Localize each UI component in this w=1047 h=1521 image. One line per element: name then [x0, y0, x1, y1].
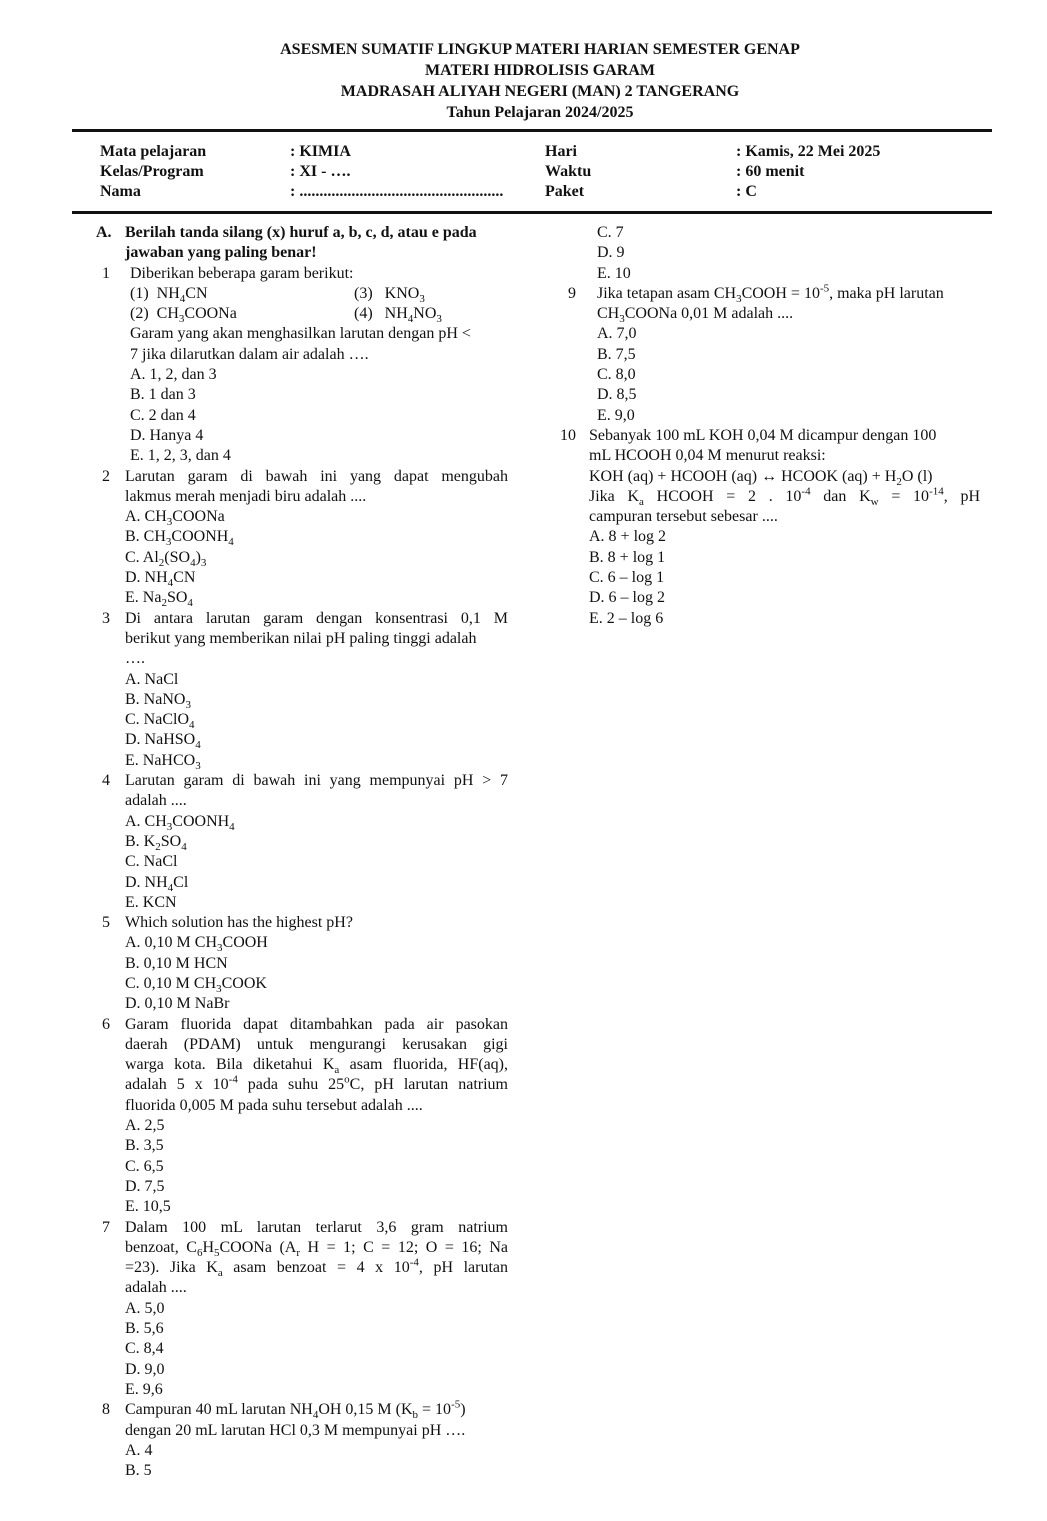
section-line-1: Berilah tanda silang (x) huruf a, b, c, d, atau e pada [125, 224, 477, 241]
question-text: Larutan garam di bawah ini yang mempunyai pH > 7 [125, 772, 508, 790]
question-text: Jika tetapan asam $CH_3COOH = 10^{-5}$, maka pH larutan [597, 282, 944, 306]
value-kelas: : XI - …. [290, 163, 351, 180]
exam-header [0, 39, 1047, 123]
question-text: adalah 5 x $10^{-4}$ pada suhu 25$^o$C, pH larutan natrium [125, 1074, 508, 1094]
option-e[interactable]: E. 1, 2, 3, dan 4 [130, 447, 231, 465]
header-subject: MATERI HIDROLISIS GARAM [425, 62, 655, 79]
question-text: Sebanyak 100 mL KOH 0,04 M dicampur dengan 100 [589, 426, 937, 444]
question-9 [568, 284, 980, 426]
question-number: 8 [102, 1401, 110, 1419]
option-e[interactable]: E. NaHCO$_3$ [125, 751, 201, 772]
question-text: lakmus merah menjadi biru adalah .... [125, 487, 367, 505]
header-school: MADRASAH ALIYAH NEGERI (MAN) 2 TANGERANG [340, 83, 740, 100]
question-text: Jika $K_a$ HCOOH = 2 . $10^{-4}$ dan $K_w = 10^{-14}$, pH [589, 485, 980, 509]
option-e[interactable]: E. KCN [125, 893, 177, 911]
option-b[interactable]: B. 5 [125, 1462, 152, 1480]
question-number: 6 [102, 1015, 110, 1033]
question-text: benzoat, $C_6H_5COONa$ ($A_r$ H = 1; C = 12; O = 16; Na [125, 1238, 509, 1260]
option-c[interactable]: C. 6,5 [125, 1157, 164, 1175]
option-c[interactable]: C. 8,0 [597, 366, 636, 384]
option-a[interactable]: A. 2,5 [125, 1117, 165, 1135]
info-left-values [290, 142, 503, 202]
question-text: Campuran 40 mL larutan $NH_4OH$ 0,15 M $(K_b = 10^{-5})$ [125, 1398, 466, 1422]
question-text: Di antara larutan garam dengan konsentrasi 0,1 M [125, 609, 508, 627]
question-number: 9 [568, 284, 576, 302]
question-stem: Diberikan beberapa garam berikut: [130, 264, 354, 282]
question-6 [102, 1015, 508, 1218]
option-b[interactable]: B. 7,5 [597, 345, 636, 363]
option-a[interactable]: A. 7,0 [597, 325, 637, 343]
option-c[interactable]: C. NaClO$_4$ [125, 711, 195, 732]
question-2 [102, 467, 508, 609]
label-paket: Paket [545, 183, 585, 200]
header-title: ASESMEN SUMATIF LINGKUP MATERI HARIAN SEMESTER GENAP [280, 41, 800, 58]
option-d[interactable]: D. 8,5 [597, 386, 637, 404]
option-d[interactable]: D. $NH_4CN$ [125, 569, 196, 590]
option-a[interactable]: A. 5,0 [125, 1299, 165, 1317]
option-a[interactable]: A. $CH_3COONH_4$ [125, 812, 235, 833]
option-e[interactable]: E. 9,0 [597, 406, 635, 424]
question-text: fluorida 0,005 M pada suhu tersebut adalah .... [125, 1096, 423, 1114]
salt-2: (2) $CH_3COONa$ [130, 305, 237, 326]
option-a[interactable]: A. 0,10 M $CH_3COOH$ [125, 934, 268, 955]
option-c[interactable]: C. 2 dan 4 [130, 406, 196, 424]
question-8-continued [568, 223, 980, 284]
salt-row [130, 304, 508, 324]
question-8 [102, 1400, 508, 1481]
reaction-equation: KOH (aq) + HCOOH (aq) ↔ HCOOK $(aq) + H_2O$ (l) [589, 467, 933, 488]
question-number: 1 [102, 264, 110, 282]
option-d[interactable]: D. 0,10 M NaBr [125, 995, 230, 1013]
value-waktu: : 60 menit [736, 163, 805, 180]
value-mapel: : KIMIA [290, 143, 351, 160]
option-b[interactable]: B. NaNO$_3$ [125, 690, 191, 712]
label-hari: Hari [545, 143, 577, 160]
question-number: 7 [102, 1218, 110, 1236]
info-right-labels [545, 142, 591, 202]
header-divider [72, 129, 992, 132]
label-nama: Nama [100, 183, 141, 200]
question-number: 5 [102, 914, 110, 932]
question-text: …. [125, 650, 145, 668]
question-number: 4 [102, 772, 110, 790]
info-left-labels [100, 142, 206, 202]
salt-3: (3) $KNO_3$ [354, 284, 425, 306]
right-column [560, 223, 980, 629]
question-text: =23). Jika $K_a$ asam benzoat = 4 x $10^{-4}$, pH larutan [125, 1256, 508, 1280]
section-line-2: jawaban yang paling benar! [125, 244, 317, 262]
question-text: Dalam 100 mL larutan terlarut 3,6 gram natrium [125, 1218, 508, 1236]
left-column [96, 223, 508, 1481]
question-text: Larutan garam di bawah ini yang dapat mengubah [125, 467, 508, 485]
question-text: adalah .... [125, 792, 187, 810]
option-e[interactable]: E. 2 – log 6 [589, 609, 664, 627]
question-text: berikut yang memberikan nilai pH paling tinggi adalah [125, 629, 477, 647]
option-a[interactable]: A. 4 [125, 1441, 153, 1459]
salt-row [130, 284, 508, 304]
section-letter: A. [96, 224, 112, 241]
question-text: campuran tersebut sebesar .... [589, 508, 778, 526]
option-b[interactable]: B. 3,5 [125, 1137, 164, 1155]
question-3 [102, 609, 508, 771]
option-a[interactable]: A. NaCl [125, 670, 179, 688]
option-a[interactable]: A. 1, 2, dan 3 [130, 366, 217, 384]
question-text: 7 jika dilarutkan dalam air adalah …. [130, 345, 369, 363]
option-d[interactable]: D. 9,0 [125, 1360, 165, 1378]
label-waktu: Waktu [545, 163, 592, 180]
question-text: adalah .... [125, 1279, 187, 1297]
value-paket: : C [736, 183, 757, 200]
option-d[interactable]: D. 6 – log 2 [589, 589, 665, 607]
value-hari: : Kamis, 22 Mei 2025 [736, 143, 881, 160]
question-number: 3 [102, 609, 110, 627]
option-c[interactable]: C. 6 – log 1 [589, 569, 665, 587]
option-e[interactable]: E. 10 [597, 264, 631, 282]
option-d[interactable]: D. 9 [597, 244, 625, 262]
question-text: Garam yang akan menghasilkan larutan dengan pH < [130, 325, 471, 343]
option-b[interactable]: B. 5,6 [125, 1320, 164, 1338]
value-nama: : ................................................... [290, 183, 504, 200]
option-b[interactable]: B. 8 + log 1 [589, 548, 666, 566]
option-b[interactable]: B. $K_2SO_4$ [125, 832, 187, 854]
option-a[interactable]: A. $CH_3COONa$ [125, 508, 225, 529]
option-b[interactable]: B. 1 dan 3 [130, 386, 196, 404]
option-e[interactable]: E. 10,5 [125, 1198, 171, 1216]
option-e[interactable]: E. 9,6 [125, 1380, 163, 1398]
option-c[interactable]: C. 8,4 [125, 1340, 164, 1358]
info-right-values [736, 142, 880, 202]
question-text: warga kota. Bila diketahui $K_a$ asam fluorida, HF(aq), [125, 1056, 509, 1077]
label-mapel: Mata pelajaran [100, 143, 207, 160]
section-instruction [96, 223, 508, 264]
label-kelas: Kelas/Program [100, 163, 204, 180]
salt-1: (1) $NH_4CN$ [130, 284, 208, 306]
question-text: mL HCOOH 0,04 M menurut reaksi: [589, 447, 826, 465]
option-e[interactable]: E. $Na_2SO_4$ [125, 589, 193, 610]
salt-4: (4) $NH_4NO_3$ [354, 305, 442, 326]
option-c[interactable]: C. 0,10 M $CH_3COOK$ [125, 974, 267, 996]
question-number: 10 [560, 426, 576, 444]
question-1 [102, 264, 508, 467]
info-divider [72, 211, 992, 214]
option-c[interactable]: C. $Al_2(SO_4)_3$ [125, 548, 207, 569]
option-c[interactable]: C. 7 [597, 224, 624, 241]
question-7 [102, 1218, 508, 1401]
option-d[interactable]: D. NaHSO$_4$ [125, 731, 201, 752]
question-text: Which solution has the highest pH? [125, 914, 353, 932]
question-5 [102, 913, 508, 1014]
question-number: 2 [102, 467, 110, 485]
option-a[interactable]: A. 8 + log 2 [589, 528, 667, 546]
option-d[interactable]: D. Hanya 4 [130, 426, 204, 444]
question-text: dengan 20 mL larutan HCl 0,3 M mempunyai pH …. [125, 1421, 466, 1439]
question-text: $CH_3COONa$ 0,01 M adalah .... [597, 305, 794, 326]
option-d[interactable]: D. 7,5 [125, 1177, 165, 1195]
question-text: daerah (PDAM) untuk mengurangi kerusakan gigi [125, 1035, 508, 1053]
option-c[interactable]: C. NaCl [125, 853, 178, 871]
option-d[interactable]: D. $NH_4Cl$ [125, 873, 189, 894]
question-10 [560, 426, 980, 629]
question-4 [102, 771, 508, 913]
question-text: Garam fluorida dapat ditambahkan pada air pasokan [125, 1015, 508, 1033]
option-b[interactable]: B. 0,10 M HCN [125, 954, 228, 972]
option-b[interactable]: B. $CH_3COONH_4$ [125, 528, 234, 549]
header-year: Tahun Pelajaran 2024/2025 [446, 104, 634, 121]
